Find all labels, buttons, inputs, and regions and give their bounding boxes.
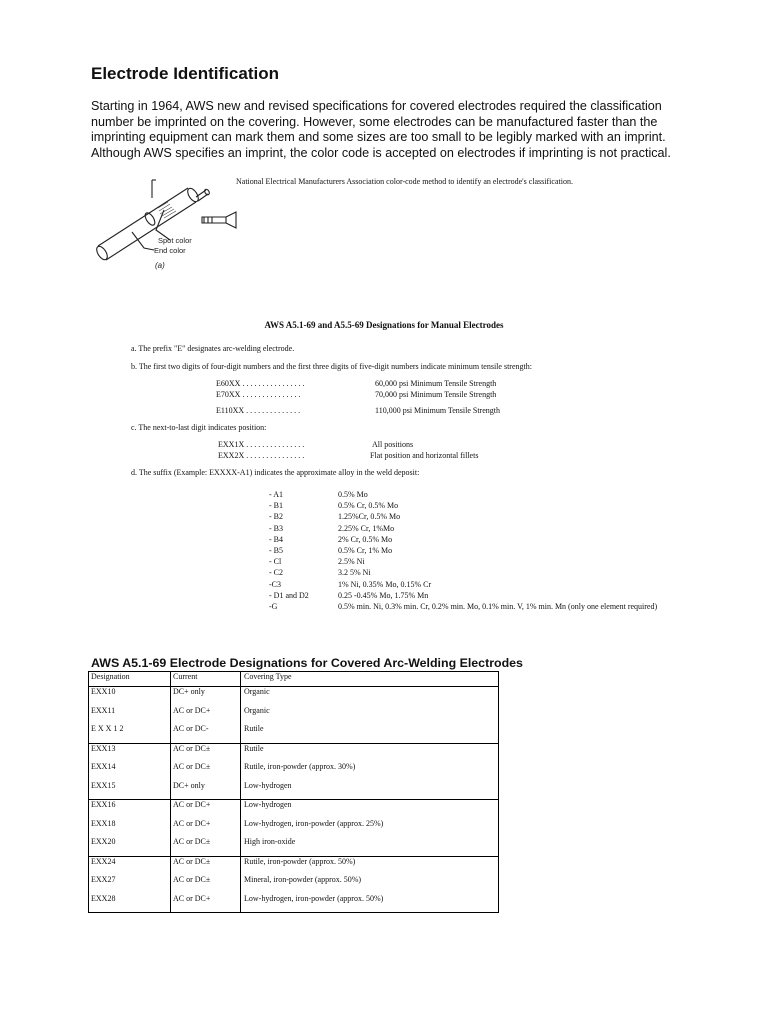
position-desc-1: All positions xyxy=(372,440,414,449)
cell-designation: E X X 1 2 xyxy=(91,724,124,733)
table-row xyxy=(89,686,498,706)
table-row xyxy=(89,837,498,856)
cell-current: AC or DC+ xyxy=(173,705,211,715)
position-code-1: EXX1X . . . . . . . . . . . . . . . xyxy=(218,440,305,449)
cell-current: AC or DC+ xyxy=(173,800,211,809)
cell-covering: Rutile, iron-powder (approx. 30%) xyxy=(244,762,356,771)
cell-current: AC or DC± xyxy=(173,875,211,884)
cell-covering: Mineral, iron-powder (approx. 50%) xyxy=(244,875,362,884)
cell-covering: Rutile, iron-powder (approx. 50%) xyxy=(244,856,356,866)
cell-designation: EXX20 xyxy=(91,837,116,846)
table-row xyxy=(89,706,498,725)
alloy-code: - B1 xyxy=(269,501,283,511)
item-c: c. The next-to-last digit indicates position: xyxy=(131,423,267,432)
alloy-code: - B2 xyxy=(269,512,283,522)
alloy-description: 3.2 5% Ni xyxy=(338,568,371,578)
cell-covering: High iron-oxide xyxy=(244,837,296,846)
cell-designation: EXX18 xyxy=(91,818,116,828)
column-header-current: Current xyxy=(173,672,198,681)
alloy-description-list xyxy=(338,489,668,612)
cell-designation: EXX27 xyxy=(91,875,116,884)
alloy-code: - A1 xyxy=(269,490,283,499)
cell-covering: Low-hydrogen xyxy=(244,780,292,790)
spot-color-label: Spot color xyxy=(158,236,192,245)
aws-designations-heading: AWS A5.1-69 and A5.5-69 Designations for Manual Electrodes xyxy=(264,320,504,330)
cell-designation: EXX24 xyxy=(91,856,116,866)
table-row xyxy=(89,894,498,913)
item-a: a. The prefix "E" designates arc-welding electrode. xyxy=(131,344,295,353)
item-d: d. The suffix (Example: EXXXX-A1) indicates the approximate alloy in the weld deposit: xyxy=(131,468,420,477)
electrode-drawing xyxy=(92,170,242,275)
end-color-label: End color xyxy=(154,246,186,255)
cell-covering: Low-hydrogen xyxy=(244,800,292,809)
cell-covering: Low-hydrogen, iron-powder (approx. 25%) xyxy=(244,818,384,828)
alloy-description: 2% Cr, 0.5% Mo xyxy=(338,534,393,544)
alloy-code: - Cl xyxy=(269,557,282,567)
table-row xyxy=(89,724,498,743)
cell-covering: Rutile xyxy=(244,724,264,733)
intro-paragraph: Starting in 1964, AWS new and revised specifications for covered electrodes required the classification number be imprinted on the covering. However, some electrodes can be manufactured faster than the imprinting equipment can mark them and some sizes are too small to be legibly marked with an imprint. Although AWS specifies an imprint, the color code is accepted on electrodes if imprinting is not practical. xyxy=(91,99,671,160)
table-row xyxy=(89,762,498,781)
cell-current: AC or DC- xyxy=(173,724,209,733)
panel-label: (a) xyxy=(155,261,165,270)
alloy-description: 1% Ni, 0.35% Mo, 0.15% Cr xyxy=(338,579,432,589)
table-header-row xyxy=(89,672,498,686)
alloy-code: - D1 and D2 xyxy=(269,590,309,600)
alloy-code: - B3 xyxy=(269,523,283,533)
position-desc-2: Flat position and horizontal fillets xyxy=(370,451,479,460)
cell-current: AC or DC+ xyxy=(173,818,211,828)
strength-code-e70: E70XX . . . . . . . . . . . . . . . xyxy=(216,390,301,399)
cell-designation: EXX14 xyxy=(91,762,116,771)
cell-designation: EXX11 xyxy=(91,705,116,715)
table-row xyxy=(89,743,498,763)
electrode-figure xyxy=(92,170,242,275)
strength-desc-e60: 60,000 psi Minimum Tensile Strength xyxy=(375,379,497,388)
alloy-description: 1.25%Cr, 0.5% Mo xyxy=(338,512,401,522)
cell-current: AC or DC± xyxy=(173,837,211,846)
cell-covering: Organic xyxy=(244,705,270,715)
alloy-description: 0.5% Mo xyxy=(338,490,368,499)
cell-covering: Rutile xyxy=(244,743,264,753)
column-header-designation: Designation xyxy=(91,672,130,681)
strength-desc-e70: 70,000 psi Minimum Tensile Strength xyxy=(375,390,497,399)
alloy-description: 0.5% Cr, 0.5% Mo xyxy=(338,501,399,511)
alloy-description: 0.25 -0.45% Mo, 1.75% Mn xyxy=(338,590,429,600)
alloy-code-list xyxy=(269,489,309,612)
cell-designation: EXX16 xyxy=(91,800,116,809)
cell-current: AC or DC+ xyxy=(173,893,211,903)
cell-covering: Organic xyxy=(244,687,270,696)
alloy-description: 2.25% Cr, 1%Mo xyxy=(338,523,395,533)
cell-designation: EXX10 xyxy=(91,687,116,696)
electrode-designation-table xyxy=(88,671,499,913)
alloy-description: 0.5% Cr, 1% Mo xyxy=(338,546,393,556)
table-row xyxy=(89,856,498,876)
strength-desc-e110: 110,000 psi Minimum Tensile Strength xyxy=(375,406,500,415)
table-heading: AWS A5.1-69 Electrode Designations for Covered Arc-Welding Electrodes xyxy=(91,656,523,670)
cell-current: DC+ only xyxy=(173,780,205,790)
alloy-code: -G xyxy=(269,602,278,612)
strength-code-e110: E110XX . . . . . . . . . . . . . . xyxy=(216,406,301,415)
figure-caption: National Electrical Manufacturers Association color-code method to identify an electrode's classification. xyxy=(236,177,573,186)
alloy-code: - B4 xyxy=(269,534,283,544)
strength-code-e60: E60XX . . . . . . . . . . . . . . . . xyxy=(216,379,305,388)
alloy-code: - B5 xyxy=(269,546,283,556)
table-row xyxy=(89,799,498,819)
alloy-description: 0.5% min. Ni, 0.3% min. Cr, 0.2% min. Mo, 0.1% min. V, 1% min. Mn (only one element required) xyxy=(338,602,658,612)
cell-current: AC or DC± xyxy=(173,762,211,771)
cell-designation: EXX15 xyxy=(91,780,116,790)
cell-designation: EXX13 xyxy=(91,743,116,753)
table-row xyxy=(89,875,498,894)
alloy-code: -C3 xyxy=(269,579,281,589)
alloy-description: 2.5% Ni xyxy=(338,557,365,567)
cell-current: AC or DC± xyxy=(173,743,211,753)
table-row xyxy=(89,781,498,800)
cell-designation: EXX28 xyxy=(91,893,116,903)
page-title: Electrode Identification xyxy=(91,64,279,83)
cell-current: AC or DC± xyxy=(173,856,211,866)
position-code-2: EXX2X . . . . . . . . . . . . . . . xyxy=(218,451,305,460)
cell-covering: Low-hydrogen, iron-powder (approx. 50%) xyxy=(244,893,384,903)
cell-current: DC+ only xyxy=(173,687,205,696)
item-b: b. The first two digits of four-digit numbers and the first three digits of five-digit numbers indicate minimum tensile strength: xyxy=(131,362,532,371)
column-header-covering: Covering Type xyxy=(244,672,292,681)
alloy-code: - C2 xyxy=(269,568,283,578)
table-row xyxy=(89,819,498,838)
